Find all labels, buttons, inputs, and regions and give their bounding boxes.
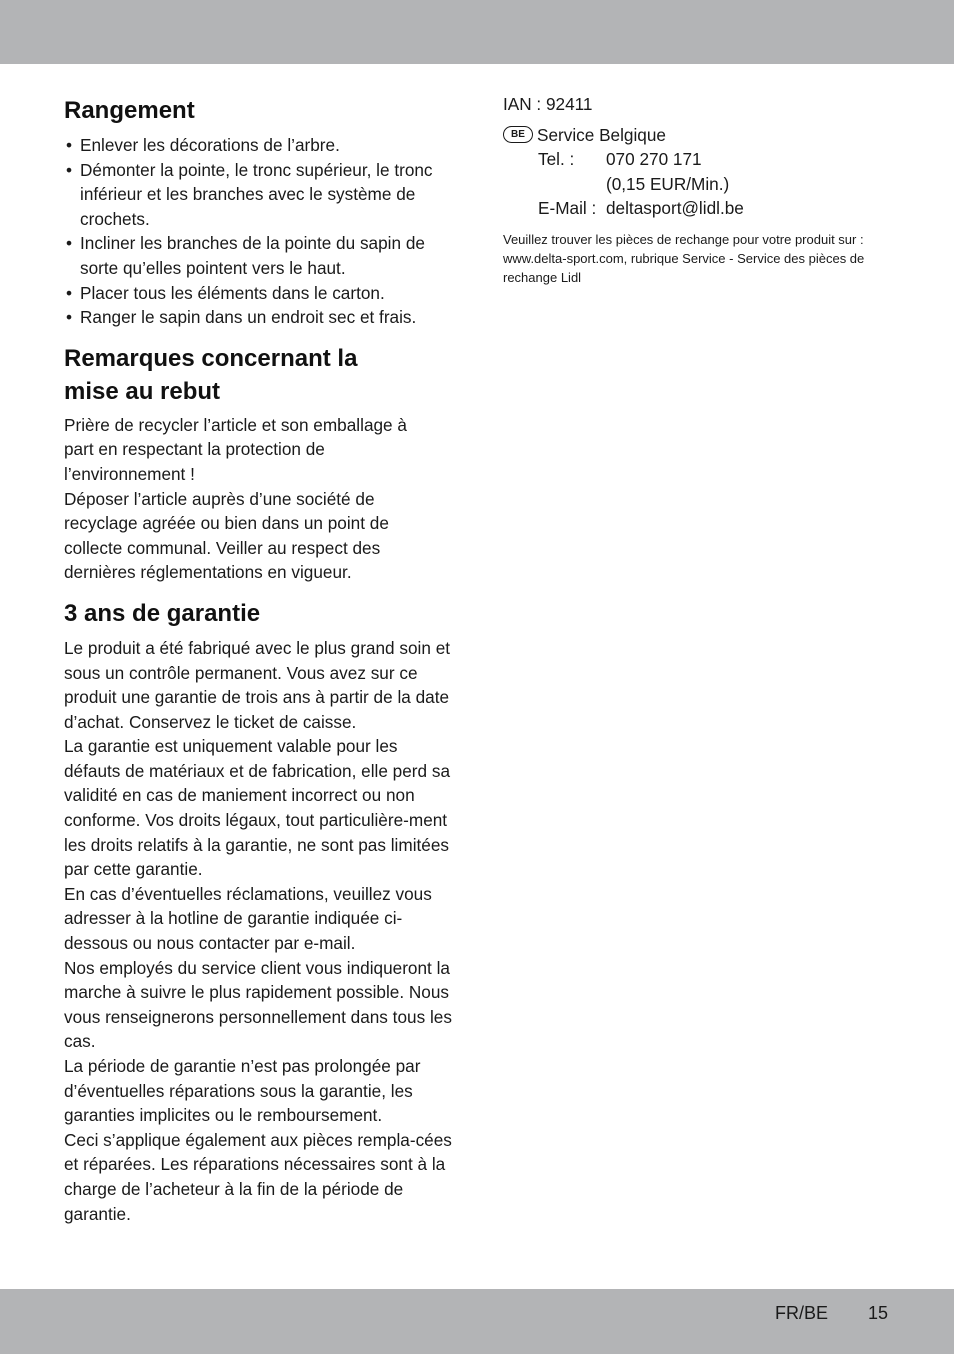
section-title-rangement: Rangement	[64, 97, 195, 124]
paragraph: Le produit a été fabriqué avec le plus grand soin et sous un contrôle permanent. Vous avez sur ce produit une garantie de trois ans à partir de la date d’achat. Conservez le ticket de caisse.	[64, 637, 451, 732]
list-item: • Enlever les décorations de l’arbre.	[64, 133, 456, 158]
list-item: • Incliner les branches de la pointe du sapin de sorte qu’elles pointent vers le haut.	[64, 231, 456, 280]
paragraph: Ceci s’applique également aux pièces rempla-cées et réparées. Les réparations nécessaires sont à la charge de l’acheteur à la fin de la période de garantie.	[64, 1129, 452, 1224]
left-column	[64, 94, 456, 1226]
email-label: E-Mail :	[538, 198, 597, 219]
section-title-garantie: 3 ans de garantie	[64, 599, 261, 627]
list-item: • Démonter la pointe, le tronc supérieur, le tronc inférieur et les branches avec le système de crochets.	[64, 158, 456, 232]
tel-rate-spacer	[538, 172, 606, 197]
service-name: Service Belgique	[537, 124, 666, 145]
tel-label: Tel. :	[538, 149, 575, 170]
tel-rate: (0,15 EUR/Min.)	[606, 173, 730, 194]
email-value[interactable]: deltasport@lidl.be	[606, 198, 744, 219]
contact-details	[538, 147, 903, 221]
spare-parts-note: Veuillez trouver les pièces de rechange pour votre produit sur : www.delta-sport.com, rubrique Service - Service des pièces de rechange Lidl	[503, 231, 865, 285]
paragraph: Déposer l’article auprès d’une société de recyclage agréée ou bien dans un point de collecte communal. Veiller au respect des dernières réglementations en vigueur.	[64, 488, 389, 583]
service-row	[503, 123, 903, 148]
paragraph: La garantie est uniquement valable pour les défauts de matériaux et de fabrication, elle perd sa validité en cas de maniement incorrect ou non conforme. Vos droits légaux, tout particulière-ment les droits relatifs à la garantie, ne sont pas limitées par cette garantie.	[64, 736, 450, 880]
paragraph: La période de garantie n’est pas prolongée par d’éventuelles réparations sous la garantie, les garanties implicites ou le remboursement.	[64, 1056, 421, 1126]
service-block	[503, 92, 903, 300]
header-bar	[0, 0, 954, 64]
ian-number: IAN : 92411	[503, 94, 593, 114]
list-item: • Ranger le sapin dans un endroit sec et frais.	[64, 305, 456, 330]
footer-language: FR/BE	[775, 1303, 829, 1323]
tel-value: 070 270 171	[606, 149, 702, 170]
paragraph: Nos employés du service client vous indiqueront la marche à suivre le plus rapidement possible. Nous vous renseignerons personnellement dans tous les cas.	[64, 957, 452, 1052]
paragraph: Prière de recycler l’article et son emballage à part en respectant la protection de l’environnement !	[64, 414, 407, 484]
list-item: • Placer tous les éléments dans le carton.	[64, 281, 456, 306]
rangement-list	[64, 133, 456, 330]
paragraph: En cas d’éventuelles réclamations, veuillez vous adresser à la hotline de garantie indiquée ci-dessous ou nous contacter par e-mail.	[64, 883, 432, 954]
page-number: 15	[868, 1303, 889, 1323]
section-title-remarques: Remarques concernant la mise au rebut	[64, 344, 358, 405]
country-badge-icon: BE	[503, 126, 533, 143]
